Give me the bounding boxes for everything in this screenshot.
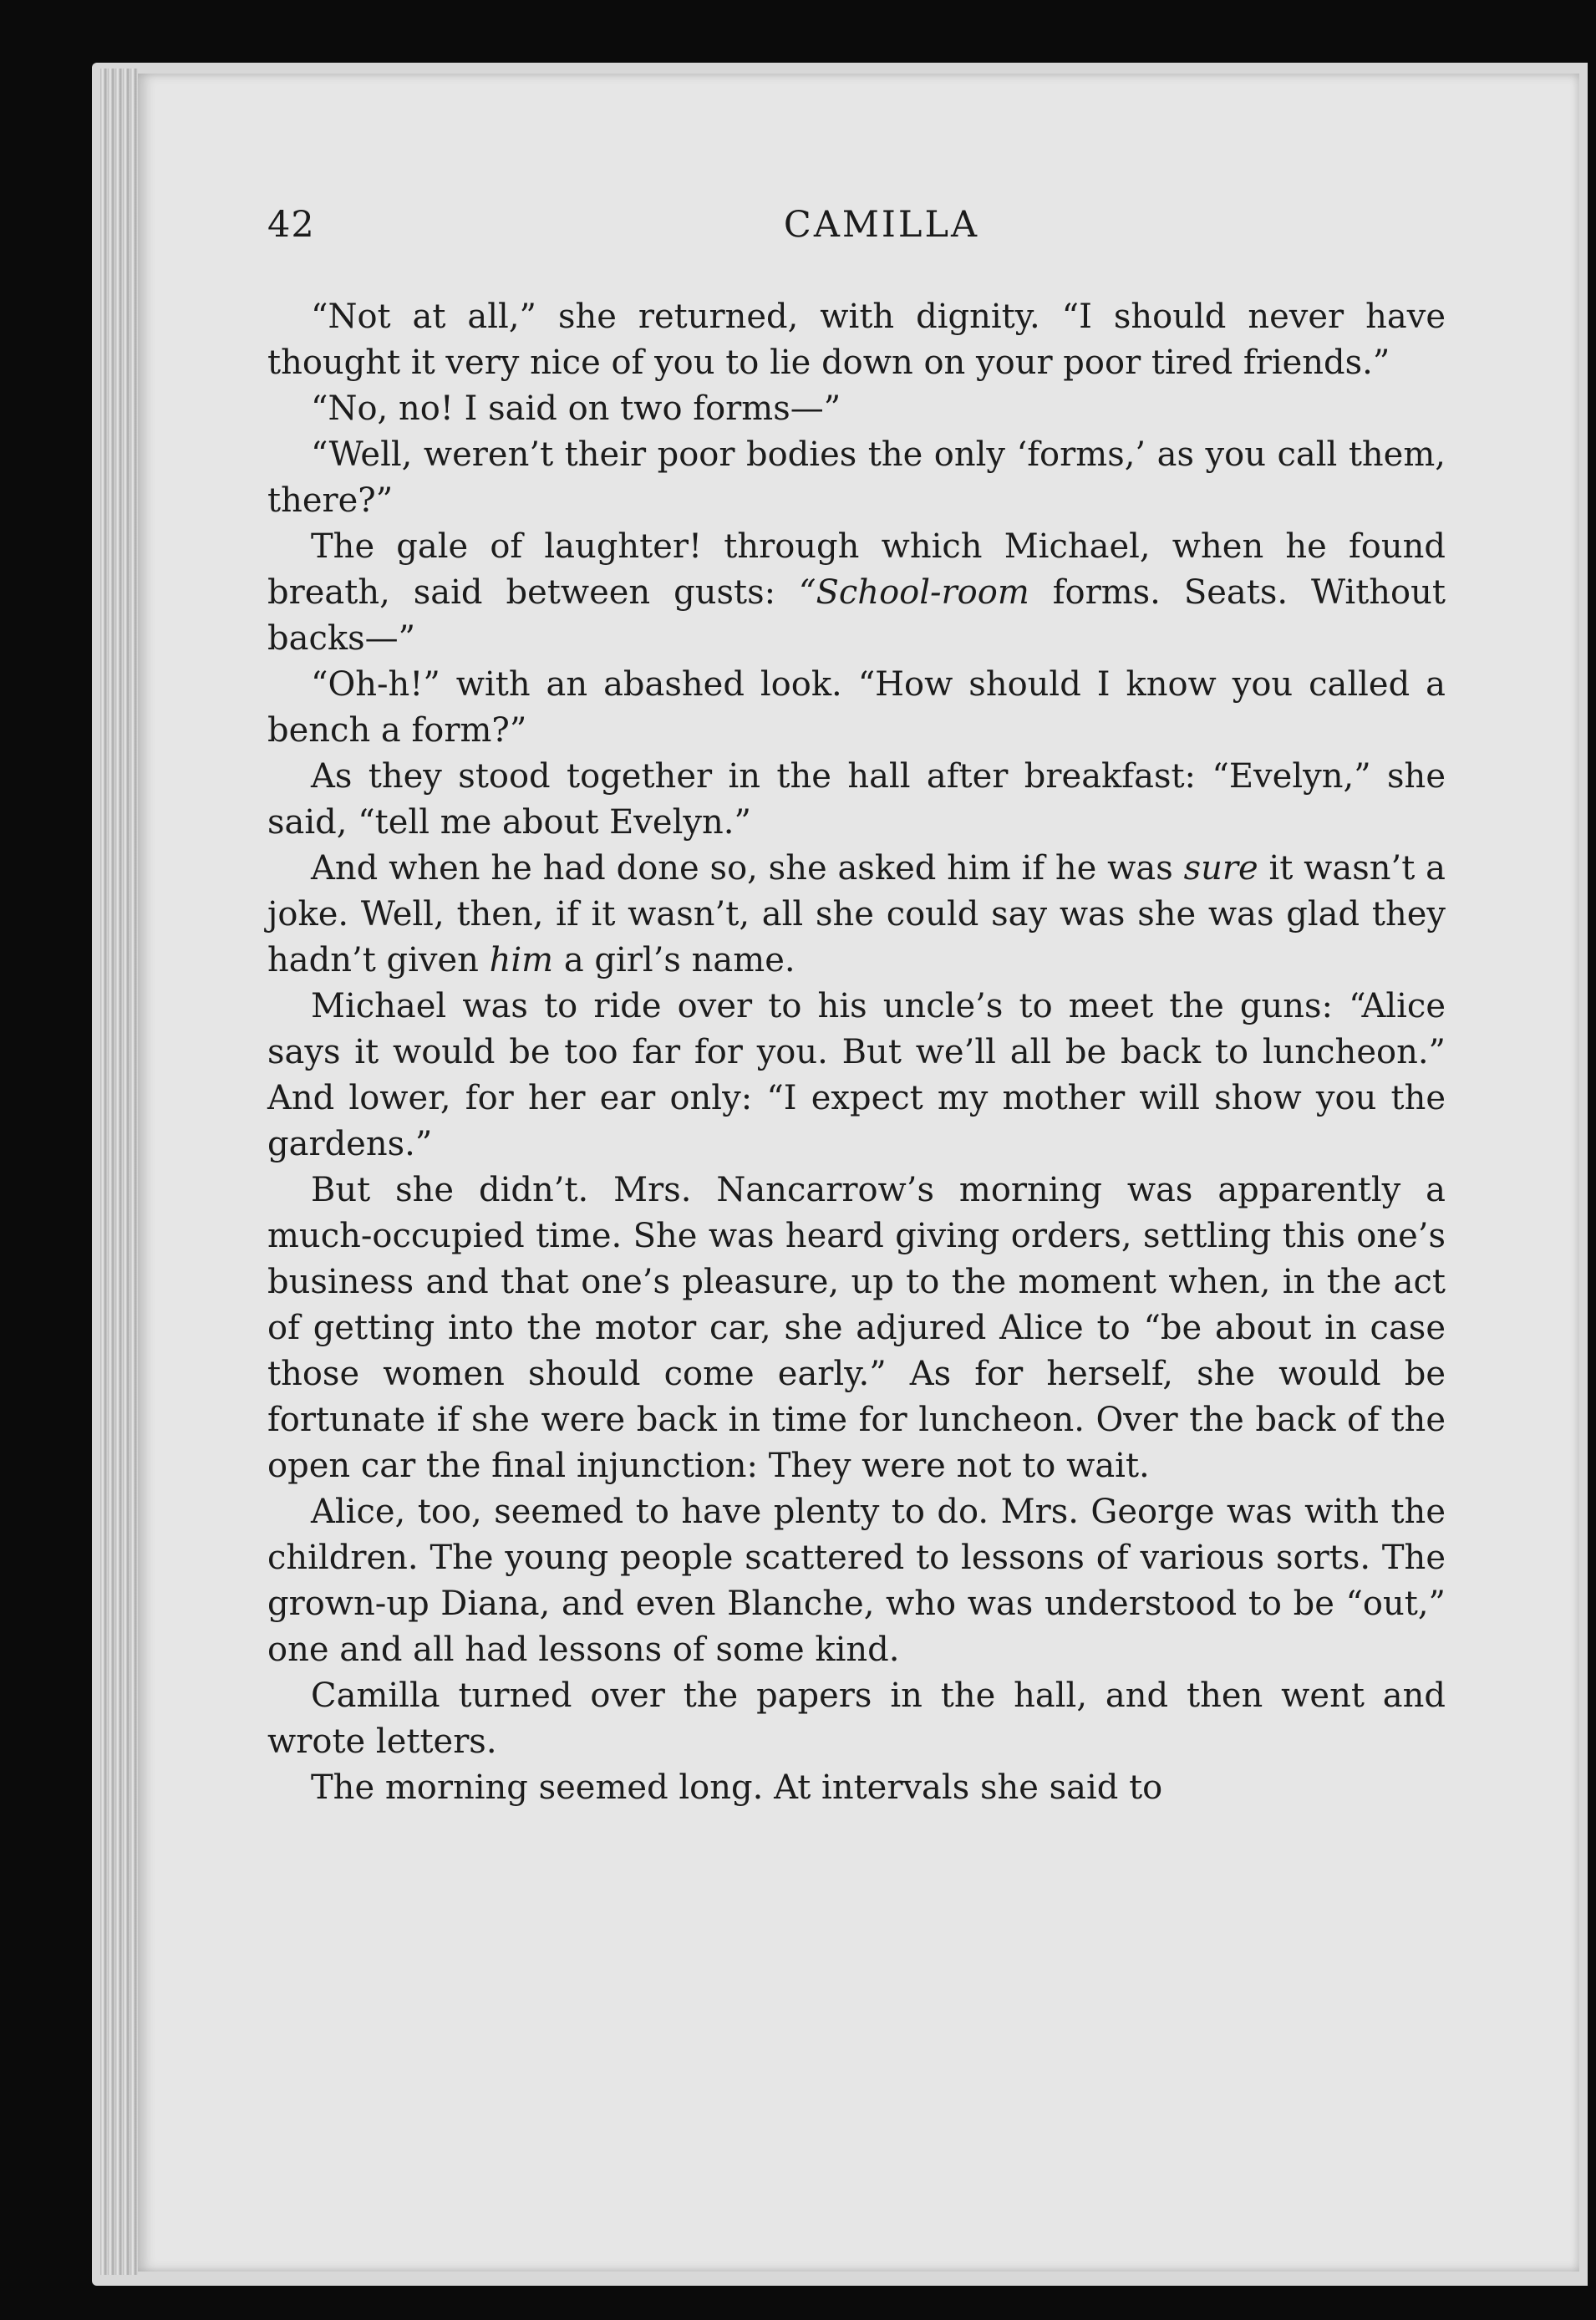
paragraph [267, 754, 1446, 846]
page-edges [100, 69, 138, 2275]
text-run: As they stood together in the hall after breakfast: “Evelyn,” she said, “tell me about Evelyn.” [267, 757, 1446, 842]
body-text [267, 294, 1446, 1811]
paragraph [267, 1765, 1446, 1811]
paragraph [267, 846, 1446, 984]
paragraph [267, 294, 1446, 386]
page-header [267, 204, 1446, 251]
text-run: Michael was to ride over to his uncle’s to meet the guns: “Alice says it would be too far for you. But we’ll all be back to luncheon.” And lower, for her ear only: “I expect my mother will show you the gardens.” [267, 987, 1446, 1163]
text-run: “Not at all,” she returned, with dignity. “I should never have thought it very nice of you to lie down on your poor tired friends.” [267, 298, 1446, 382]
paragraph [267, 1673, 1446, 1765]
paragraph [267, 662, 1446, 754]
text-run: a girl’s name. [553, 941, 795, 979]
italic-text: him [489, 941, 554, 979]
paragraph [267, 1489, 1446, 1673]
text-run: “No, no! I said on two forms—” [311, 389, 841, 428]
text-run: “Well, weren’t their poor bodies the only ‘forms,’ as you call them, there?” [267, 435, 1446, 520]
paragraph [267, 1168, 1446, 1489]
text-run: forms. Seats. Without backs—” [267, 573, 1446, 658]
italic-text: “School-room [799, 573, 1029, 612]
text-run: But she didn’t. Mrs. Nancarrow’s morning was apparently a much-occupied time. She was heard giving orders, settling this one’s business and that one’s pleasure, up to the moment when, in the act of getting into the motor car, she adjured Alice to “be about in case those women should come early.” As for herself, she would be fortunate if she were back in time for luncheon. Over the back of the open car the final injunction: They were not to wait. [267, 1171, 1446, 1485]
text-run: “Oh-h!” with an abashed look. “How should I know you called a bench a form?” [267, 665, 1446, 750]
text-run: Alice, too, seemed to have plenty to do. Mrs. George was with the children. The young people scattered to lessons of various sorts. The grown-up Diana, and even Blanche, who was understood to be “out,” one and all had lessons of some kind. [267, 1493, 1446, 1669]
paragraph [267, 524, 1446, 662]
text-run: The gale of laughter! through which Michael, when he found breath, said between gusts: [267, 527, 1446, 612]
paragraph [267, 432, 1446, 524]
text-run: it wasn’t a joke. Well, then, if it wasn’t, all she could say was she was glad they hadn’t given [267, 849, 1446, 979]
running-title: CAMILLA [783, 204, 980, 246]
italic-text: sure [1183, 849, 1258, 888]
text-run: Camilla turned over the papers in the hall, and then went and wrote letters. [267, 1676, 1446, 1761]
text-run: And when he had done so, she asked him if he was [311, 849, 1184, 888]
text-run: The morning seemed long. At intervals she said to [311, 1768, 1163, 1807]
page-number: 42 [267, 204, 315, 246]
paragraph [267, 984, 1446, 1168]
paragraph [267, 386, 1446, 432]
